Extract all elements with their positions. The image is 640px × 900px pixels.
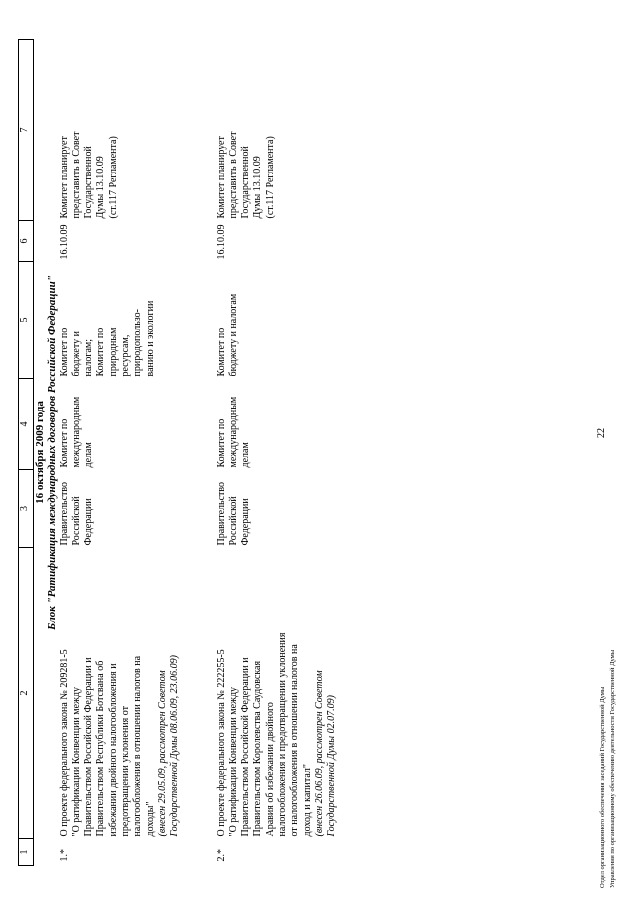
block-heading: Блок "Ратификация международных договоров Российской Федерации" [46, 275, 59, 630]
initiator-line: Федерации [83, 498, 95, 546]
column-number: 2 [19, 548, 34, 839]
column-number-row [19, 40, 34, 866]
bill-title-line: избежании двойного налогообложения и [107, 663, 119, 837]
initiator-line: Российской [70, 496, 82, 546]
responsible-line: Комитет по [58, 418, 70, 468]
remark-line: Комитет планирует [215, 136, 227, 219]
column-number: 3 [19, 470, 34, 548]
bill-note-line: Государственной Думы 08.06.09, 23.06.09) [169, 655, 181, 837]
bill-title-line: налогообложения и предотвращении уклонения [277, 632, 289, 837]
co-executor-cell [216, 262, 339, 379]
responsible-line: Комитет по [215, 418, 227, 468]
page-number: 22 [596, 428, 607, 438]
remark-line: Думы 13.10.09 [95, 156, 107, 219]
co-executor-line: ванию и экологии [144, 300, 156, 377]
table-row [216, 40, 339, 866]
bill-title-line: Правительством Королевства Саудовская [252, 660, 264, 837]
co-executor-line: бюджету и налогам [227, 293, 239, 377]
deadline-cell: 16.10.09 [58, 224, 70, 260]
initiator-cell [216, 470, 339, 548]
co-executor-line: природным [107, 327, 119, 377]
column-number: 7 [19, 40, 34, 221]
co-executor-line: ресурсам, [120, 334, 132, 377]
column-number: 5 [19, 262, 34, 379]
responsible-line: делам [240, 442, 252, 468]
agenda-table [18, 39, 339, 866]
remark-line: Думы 13.10.09 [252, 156, 264, 219]
initiator-line: Федерации [240, 498, 252, 546]
bill-title-line: "О ратификации Конвенции между [70, 686, 82, 837]
item-number: 1.* [58, 849, 70, 862]
date-heading: 16 октября 2009 года [34, 401, 46, 504]
bill-title-line: Правительством Российской Федерации и [240, 657, 252, 837]
bill-title-line: налогообложения в отношении налогов на [132, 655, 144, 837]
remark-line: Государственной [83, 146, 95, 219]
bill-note-line: (внесен 29.05.09, рассмотрен Советом [156, 670, 168, 837]
initiator-cell [59, 470, 182, 548]
column-number: 4 [19, 379, 34, 470]
bill-title-line: от налогообложения в отношении налогов на [289, 644, 301, 837]
bill-title-line: доход и капитал" [301, 764, 313, 837]
remark-cell [216, 40, 339, 221]
co-executor-line: налогам; [83, 338, 95, 377]
bill-title-cell [216, 548, 339, 839]
remark-line: Комитет планирует [58, 136, 70, 219]
bill-title-cell [59, 548, 182, 839]
remark-line: представить в Совет [227, 131, 239, 219]
bill-title-line: О проекте федерального закона № 222255-5 [215, 649, 227, 837]
remark-cell [59, 40, 182, 221]
bill-title-line: доходы" [144, 801, 156, 837]
responsible-committee-cell [216, 379, 339, 470]
remark-line: представить в Совет [70, 131, 82, 219]
initiator-line: Правительство [58, 481, 70, 546]
initiator-line: Правительство [215, 481, 227, 546]
co-executor-line: Комитет по [58, 327, 70, 377]
bill-note-line: Государственной Думы 02.07.09) [326, 695, 338, 837]
column-number: 1 [19, 839, 34, 866]
co-executor-line: Комитет по [215, 327, 227, 377]
responsible-line: международным [70, 396, 82, 468]
bill-title-line: Правительством Республики Ботсвана об [95, 660, 107, 837]
responsible-line: делам [83, 442, 95, 468]
responsible-committee-cell [59, 379, 182, 470]
remark-line: Государственной [240, 146, 252, 219]
table-row [59, 40, 182, 866]
co-executor-line: природопользо- [132, 309, 144, 377]
co-executor-line: Комитет по [95, 327, 107, 377]
bill-title-line: "О ратификации Конвенции между [227, 686, 239, 837]
remark-line: (ст.117 Регламента) [107, 136, 119, 219]
footer-line: Управления по организационному обеспечению деятельности Государственной Думы [609, 649, 616, 888]
bill-title-line: Правительством Российской Федерации и [83, 657, 95, 837]
bill-title-line: О проекте федерального закона № 209281-5 [58, 649, 70, 837]
bill-title-line: предотвращении уклонения от [120, 705, 132, 837]
page-footer [598, 650, 618, 888]
responsible-line: международным [227, 396, 239, 468]
bill-note-line: (внесен 26.06.09, рассмотрен Советом [313, 670, 325, 837]
bill-title-line: Аравия об избежании двойного [264, 702, 276, 837]
initiator-line: Российской [227, 496, 239, 546]
deadline-cell: 16.10.09 [215, 224, 227, 260]
column-number: 6 [19, 221, 34, 262]
co-executor-cell [59, 262, 182, 379]
footer-line: Отдел организационного обеспечения заседаний Государственной Думы [599, 686, 606, 888]
remark-line: (ст.117 Регламента) [264, 136, 276, 219]
item-number: 2.* [215, 849, 227, 862]
co-executor-line: бюджету и [70, 331, 82, 377]
